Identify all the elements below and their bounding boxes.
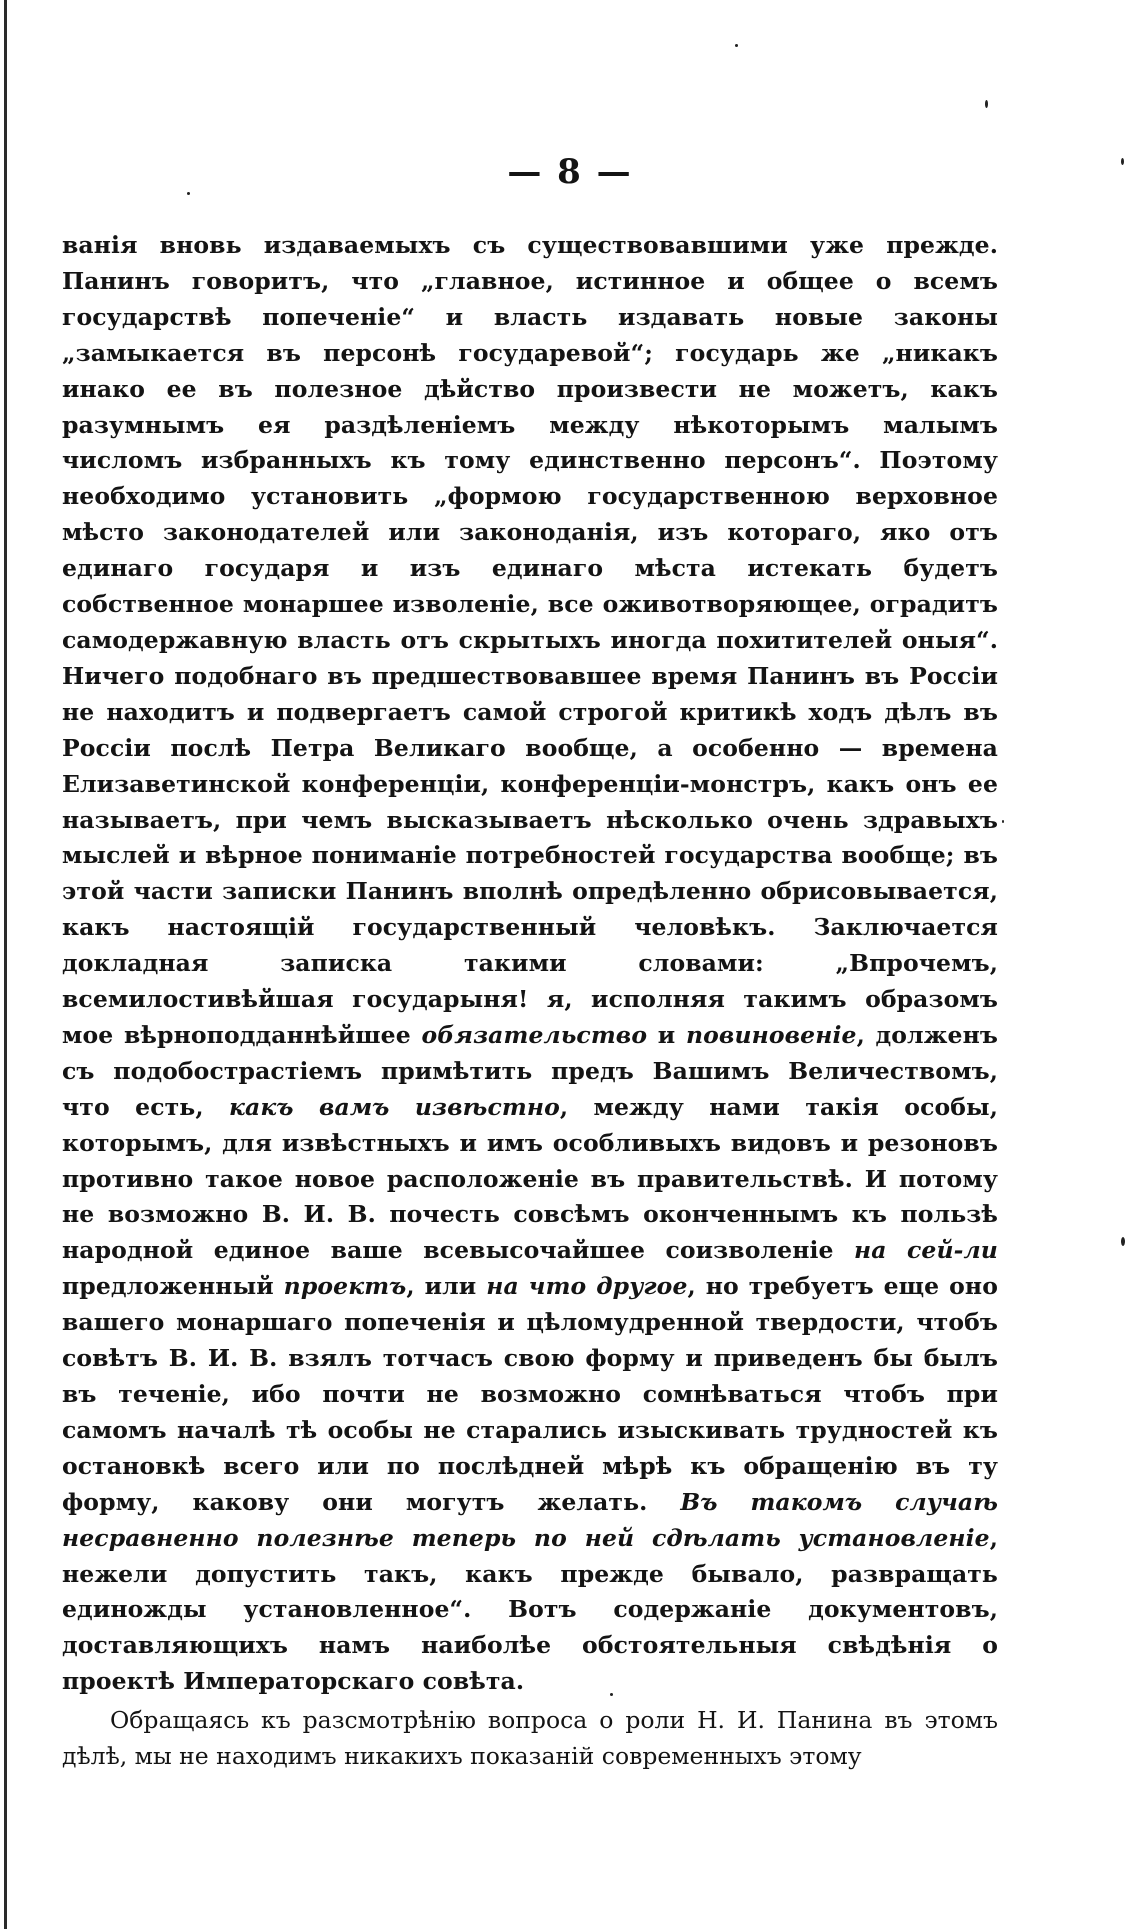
body-text <box>62 228 998 1775</box>
emphasis-run: на сей-ли <box>854 1236 998 1265</box>
speck <box>1002 820 1004 823</box>
emphasis-run: обязательство <box>421 1020 648 1049</box>
page-edge-shadow <box>4 0 7 1929</box>
emphasis-run: Въ такомъ случаѣ несравненно полезнѣе теперь по ней сдѣлать установленіе <box>62 1487 998 1552</box>
emphasis-run: на что другое <box>486 1272 688 1301</box>
speck <box>1121 1237 1125 1246</box>
paragraph-continuation <box>62 228 998 1700</box>
text-run: , нежели допустить такъ, какъ прежде бывало, развращать единожды установленное“. Вотъ содержаніе документовъ, доставляющихъ намъ наиболѣе обстоятельныя свѣдѣнія о проектѣ Императорскаго совѣта. <box>62 1523 998 1696</box>
text-run: , но требуетъ еще оно вашего монаршаго попеченія и цѣломудренной твердости, чтобъ совѣтъ В. И. В. взялъ тотчасъ свою форму и приведенъ бы былъ въ теченіе, ибо почти не возможно сомнѣваться чтобъ при самомъ началѣ тѣ особы не старались изыскивать трудностей къ остановкѣ всего или по послѣдней мѣрѣ къ обращенію въ ту форму, какову они могутъ желать. <box>62 1272 998 1516</box>
text-run: , или <box>406 1272 487 1301</box>
emphasis-run: повиновеніе <box>685 1020 857 1049</box>
speck <box>187 192 190 195</box>
speck <box>985 100 988 108</box>
emphasis-run: какъ вамъ извѣстно <box>229 1092 560 1121</box>
text-run: ванія вновь издаваемыхъ съ существовавшими уже прежде. Панинъ говоритъ, что „главное, истинное и общее о всемъ государствѣ попеченіе“ и власть издавать новые законы „замыкается въ персонѣ государевой“; государь же „никакъ инако ее въ полезное дѣйство произвести не можетъ, какъ разумнымъ ея раздѣленіемъ между нѣкоторымъ малымъ числомъ избранныхъ къ тому единственно персонъ“. Поэтому необходимо установить „формою государственною верховное мѣсто законодателей или законоданія, изъ котораго, яко отъ единаго государя и изъ единаго мѣста истекать будетъ собственное монаршее изволеніе, все оживотворяющее, оградитъ самодержавную власть отъ скрытыхъ иногда похитителей оныя“. Ничего подобнаго въ предшествовавшее время Панинъ въ Россіи не находитъ и подвергаетъ самой строгой критикѣ ходъ дѣлъ въ Россіи послѣ Петра Великаго вообще, а особенно — времена Елизаветинской конференціи, конференціи-монстръ, какъ онъ ее называетъ, при чемъ высказываетъ нѣсколько очень здравыхъ мыслей и вѣрное пониманіе потребностей государства вообще; въ этой части записки Панинъ вполнѣ опредѣленно обрисовывается, какъ настоящій государственный человѣкъ. Заключается докладная записка такими словами: „Впрочемъ, всемилостивѣйшая государыня! я, исполняя такимъ образомъ мое вѣрноподданнѣйшее <box>62 231 998 1049</box>
paragraph-new: Обращаясь къ разсмотрѣнію вопроса о роли Н. И. Панина въ этомъ дѣлѣ, мы не находимъ никакихъ показаній современныхъ этому <box>62 1706 998 1771</box>
page-number: — 8 — <box>507 152 633 192</box>
speck <box>735 44 738 47</box>
text-run: предложенный <box>62 1272 284 1301</box>
text-run: , между нами такія особы, которымъ, для извѣстныхъ и имъ особливыхъ видовъ и резоновъ противно такое новое расположеніе въ правительствѣ. И потому не возможно В. И. В. почесть совсѣмъ оконченнымъ къ пользѣ народной единое ваше всевысочайшее соизволеніе <box>62 1092 998 1265</box>
text-run: и <box>647 1020 686 1049</box>
emphasis-run: проектъ <box>283 1272 407 1301</box>
text-run: , долженъ съ подобострастіемъ примѣтить предъ Вашимъ Величествомъ, что есть, <box>62 1020 999 1121</box>
